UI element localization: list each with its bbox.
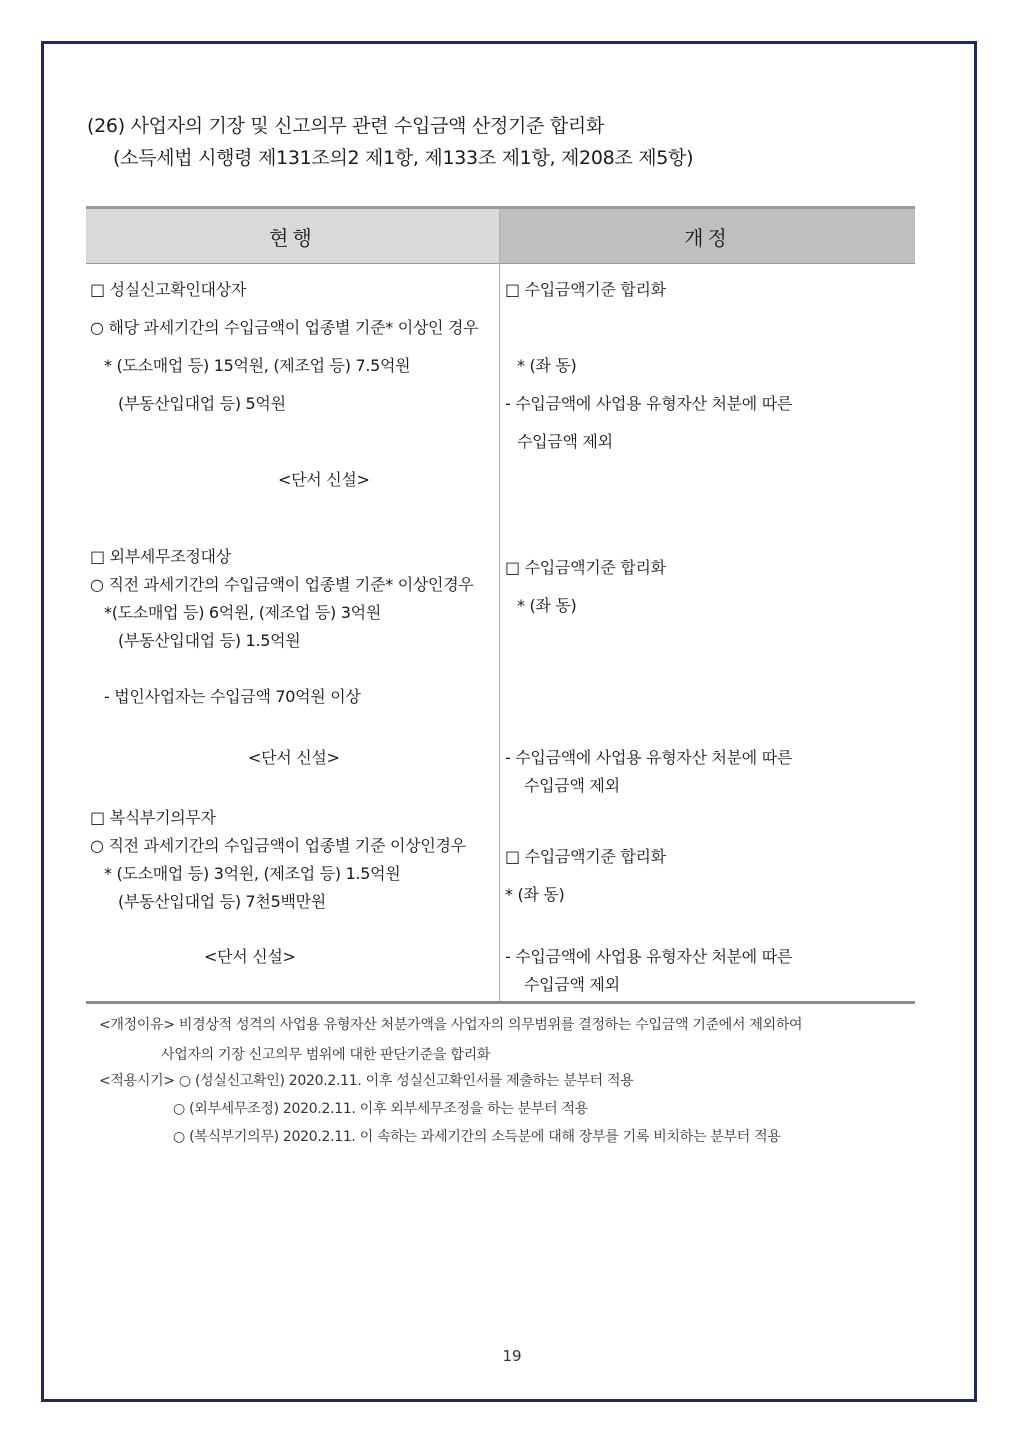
current-item: <단서 신설> (204, 947, 296, 966)
section-subtitle: (소득세법 시행령 제131조의2 제1항, 제133조 제1항, 제208조 제5항) (113, 147, 694, 169)
revised-item: - 수입금액에 사업용 유형자산 처분에 따른 (505, 947, 793, 966)
revised-item: 수입금액 제외 (524, 975, 620, 994)
current-item: ○ 직전 과세기간의 수입금액이 업종별 기준* 이상인경우 (90, 575, 474, 594)
revised-item: □ 수입금액기준 합리화 (505, 847, 666, 866)
current-item: * (도소매업 등) 15억원, (제조업 등) 7.5억원 (104, 356, 411, 375)
apply-note: <적용시기> ○ (성실신고확인) 2020.2.11. 이후 성실신고확인서를 제출하는 분부터 적용 (99, 1073, 634, 1089)
header-current: 현행 (86, 209, 499, 263)
table-header-rule (86, 263, 915, 264)
current-item: (부동산입대업 등) 5억원 (118, 394, 286, 413)
revised-item: 수입금액 제외 (524, 776, 620, 795)
current-item: * (도소매업 등) 3억원, (제조업 등) 1.5억원 (104, 864, 401, 883)
current-item: ○ 해당 과세기간의 수입금액이 업종별 기준* 이상인 경우 (90, 318, 479, 337)
current-item: ○ 직전 과세기간의 수입금액이 업종별 기준 이상인경우 (90, 836, 466, 855)
current-item: □ 성실신고확인대상자 (90, 280, 247, 299)
revised-item: 수입금액 제외 (517, 432, 613, 451)
apply-note: ○ (복식부기의무) 2020.2.11. 이 속하는 과세기간의 소득분에 대해 장부를 기록 비치하는 분부터 적용 (173, 1129, 781, 1145)
revised-item: □ 수입금액기준 합리화 (505, 280, 666, 299)
section-title: (26) 사업자의 기장 및 신고의무 관련 수입금액 산정기준 합리화 (87, 115, 605, 137)
page-number: 19 (502, 1347, 522, 1365)
revised-item: - 수입금액에 사업용 유형자산 처분에 따른 (505, 394, 793, 413)
revised-item: * (좌 동) (505, 885, 565, 904)
table-bottom-rule (86, 1001, 915, 1004)
revised-item: □ 수입금액기준 합리화 (505, 558, 666, 577)
header-revised: 개정 (500, 209, 915, 263)
column-divider (499, 209, 500, 1001)
current-item: <단서 신설> (278, 470, 370, 489)
revised-item: - 수입금액에 사업용 유형자산 처분에 따른 (505, 748, 793, 767)
current-item: (부동산입대업 등) 7천5백만원 (118, 892, 326, 911)
current-item: *(도소매업 등) 6억원, (제조업 등) 3억원 (104, 603, 381, 622)
revised-item: * (좌 동) (517, 356, 577, 375)
current-item: □ 복식부기의무자 (90, 808, 216, 827)
current-item: - 법인사업자는 수입금액 70억원 이상 (104, 687, 361, 706)
reason-note: 사업자의 기장 신고의무 범위에 대한 판단기준을 합리화 (161, 1047, 491, 1063)
current-item: □ 외부세무조정대상 (90, 547, 231, 566)
revised-item: * (좌 동) (517, 596, 577, 615)
apply-note: ○ (외부세무조정) 2020.2.11. 이후 외부세무조정을 하는 분부터 적용 (173, 1101, 588, 1117)
reason-note: <개정이유> 비경상적 성격의 사업용 유형자산 처분가액을 사업자의 의무범위를 결정하는 수입금액 기준에서 제외하여 (99, 1017, 803, 1033)
current-item: (부동산입대업 등) 1.5억원 (118, 631, 301, 650)
current-item: <단서 신설> (248, 748, 340, 767)
